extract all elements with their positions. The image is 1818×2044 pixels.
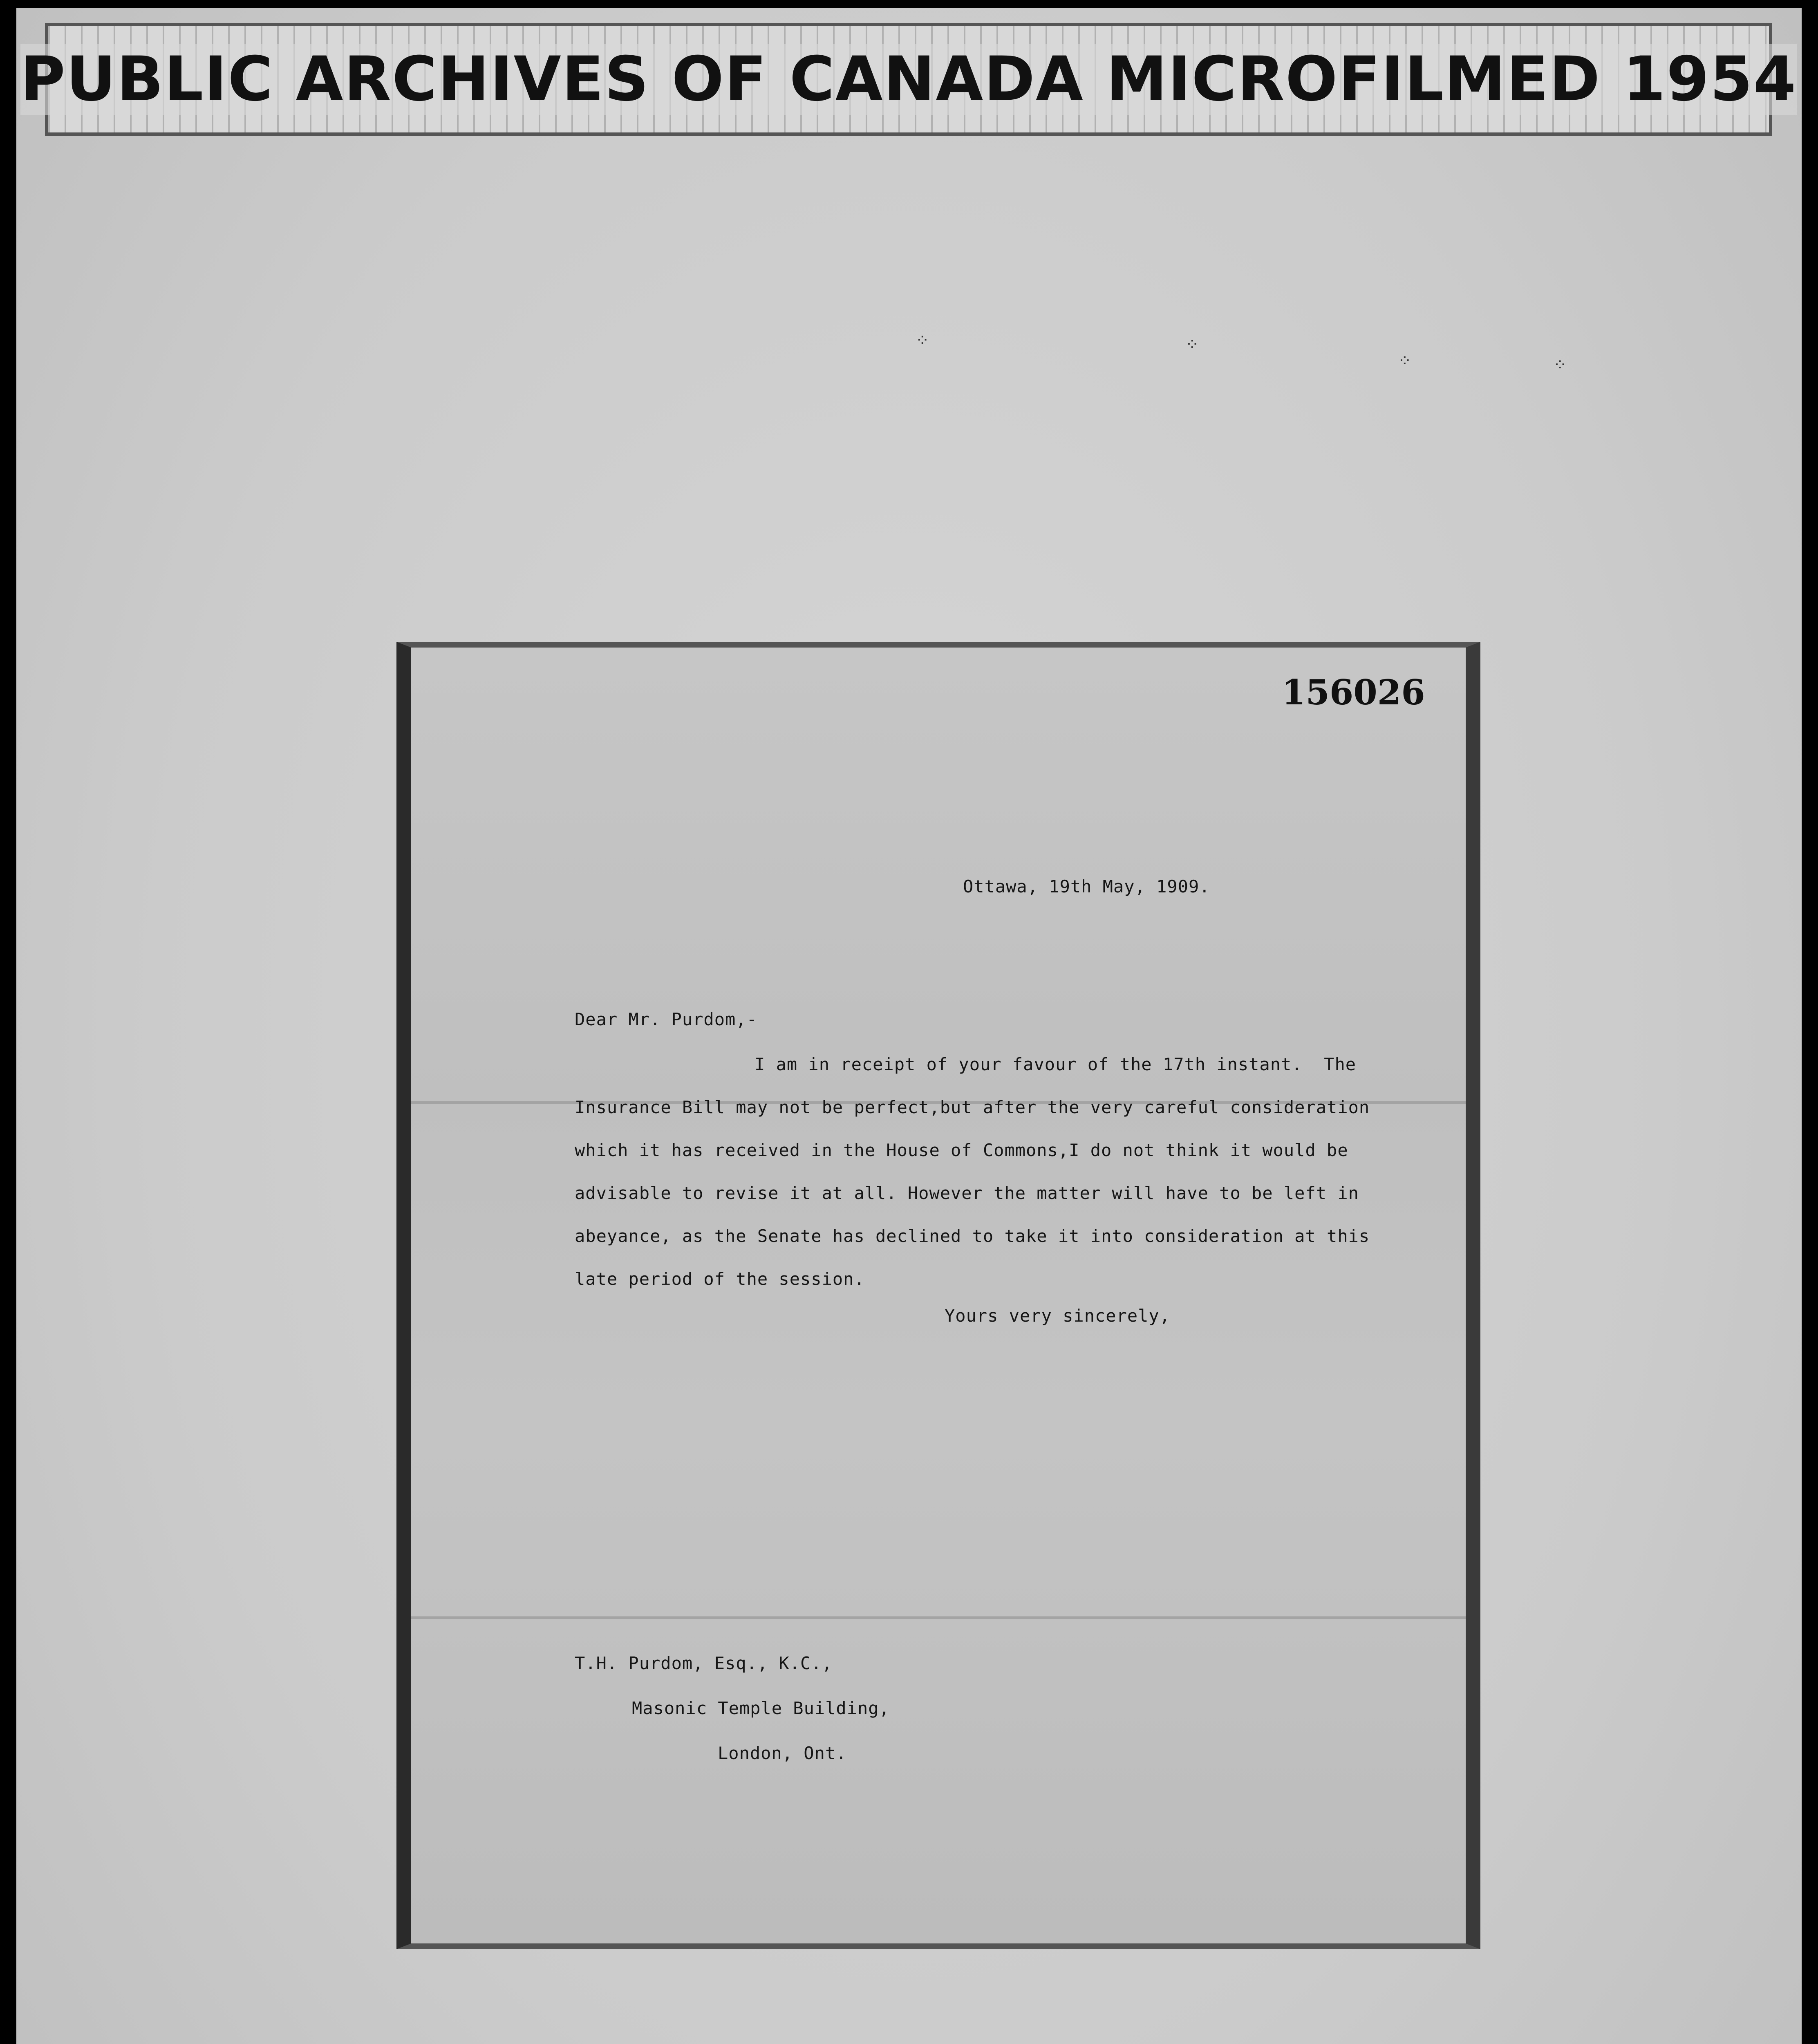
document-number: 156026 [1282,672,1425,713]
body-line: I am in receipt of your favour of the 17th instant. The [755,1054,1357,1074]
dateline: Ottawa, 19th May, 1909. [963,876,1210,896]
microfilm-frame [16,8,1802,2044]
body-line: Insurance Bill may not be perfect,but after the very careful consideration [575,1097,1370,1117]
body-line: abeyance, as the Senate has declined to take it into consideration at this [575,1226,1370,1246]
film-speck: ⁘ [1185,335,1199,354]
recipient-building: Masonic Temple Building, [632,1698,890,1718]
body-line: advisable to revise it at all. However the matter will have to be left in [575,1183,1359,1203]
recipient-city: London, Ont. [718,1743,847,1763]
film-speck: ⁘ [916,331,929,350]
salutation: Dear Mr. Purdom,- [575,1009,757,1029]
archive-header-banner [20,23,1797,136]
paper-fold [411,1616,1466,1619]
body-line: which it has received in the House of Commons,I do not think it would be [575,1140,1348,1160]
archive-header-text: PUBLIC ARCHIVES OF CANADA MICROFILMED 1954 [20,44,1797,115]
body-line: late period of the session. [575,1269,865,1289]
recipient-name: T.H. Purdom, Esq., K.C., [575,1653,833,1673]
letter-sheet [396,642,1480,1949]
film-speck: ⁘ [1553,356,1567,374]
closing: Yours very sincerely, [945,1306,1171,1326]
film-speck: ⁘ [1398,352,1412,370]
